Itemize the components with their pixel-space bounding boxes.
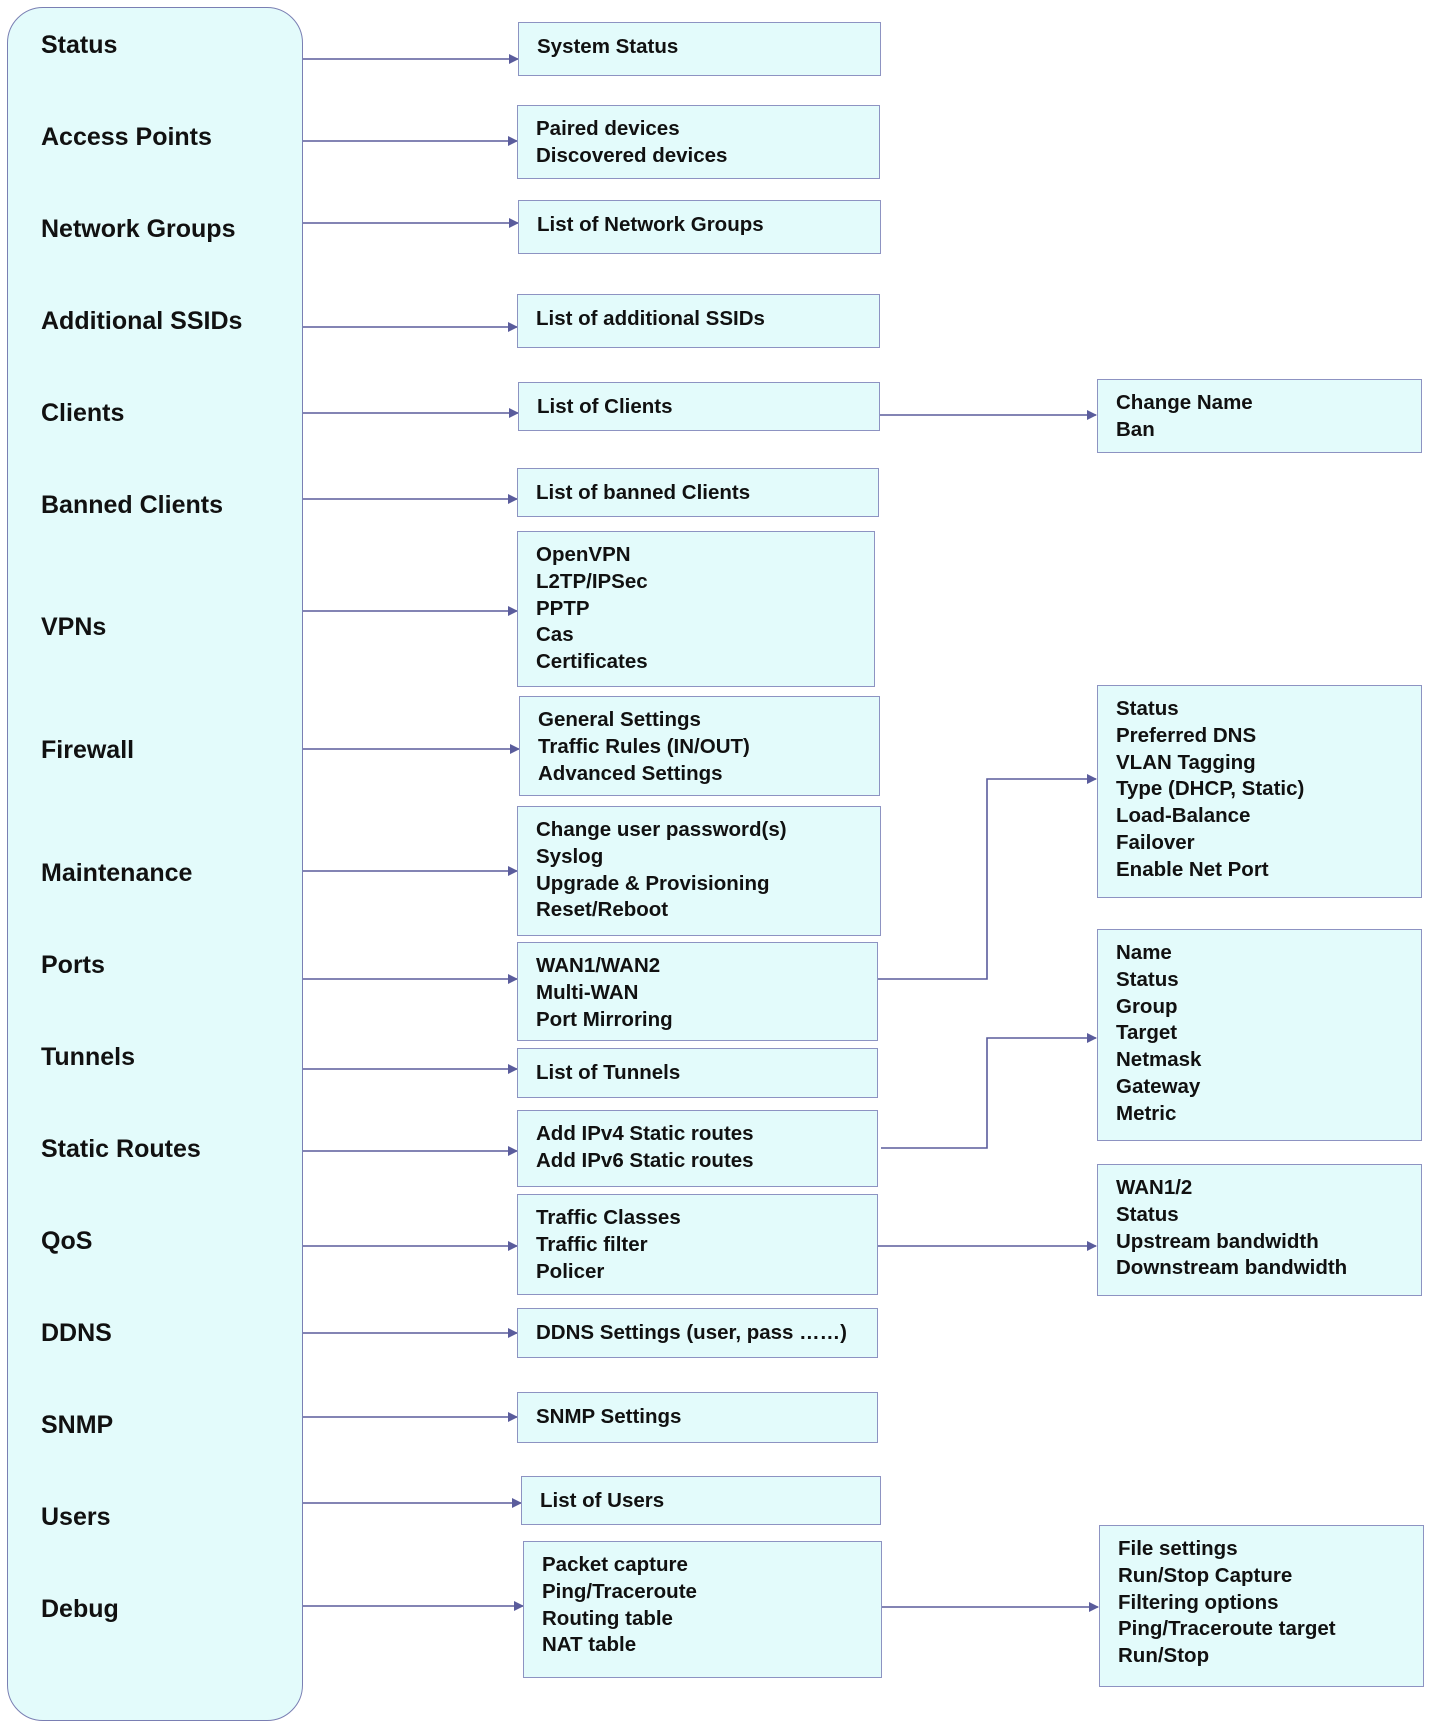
detail-box-debug-options <box>1099 1525 1424 1687</box>
menu-box-users <box>521 1476 881 1525</box>
sidebar-item-firewall: Firewall <box>41 736 135 764</box>
detail-box-wan-settings-line: Status <box>1116 697 1179 720</box>
menu-box-vpns <box>517 531 875 687</box>
menu-box-static-routes <box>517 1110 878 1187</box>
menu-box-debug-line: Ping/Traceroute <box>542 1579 697 1603</box>
detail-box-wan-settings-line: Type (DHCP, Static) <box>1116 777 1305 801</box>
menu-box-ddns-line: DDNS Settings (user, pass ……) <box>536 1321 847 1344</box>
menu-box-qos-line: Traffic Classes <box>536 1206 681 1229</box>
menu-box-static-routes-line: Add IPv4 Static routes <box>536 1122 754 1145</box>
detail-box-static-route-fields <box>1097 929 1422 1141</box>
detail-box-static-route-fields-line: Netmask <box>1116 1048 1202 1072</box>
menu-box-ports-line: Multi-WAN <box>536 980 639 1004</box>
menu-box-debug-line: NAT table <box>542 1633 637 1657</box>
detail-box-qos-bandwidth-line: Upstream bandwidth <box>1116 1229 1319 1253</box>
menu-box-firewall-line: Advanced Settings <box>538 761 723 785</box>
detail-box-clients-actions-line: Ban <box>1116 417 1155 441</box>
sidebar-item-debug: Debug <box>41 1595 119 1623</box>
detail-box-clients-actions-line: Change Name <box>1116 391 1253 414</box>
sidebar-item-banned-clients: Banned Clients <box>41 491 223 519</box>
sidebar-item-snmp: SNMP <box>41 1411 114 1439</box>
menu-box-qos-line: Policer <box>536 1259 605 1283</box>
detail-box-debug-options-line: Filtering options <box>1118 1590 1279 1614</box>
menu-box-firewall-line: Traffic Rules (IN/OUT) <box>538 734 750 758</box>
menu-box-clients <box>518 382 880 431</box>
menu-box-maintenance <box>517 806 881 936</box>
detail-box-wan-settings-line: VLAN Tagging <box>1116 750 1256 774</box>
menu-box-ports-line: Port Mirroring <box>536 1007 673 1031</box>
detail-box-debug-options-line: Run/Stop <box>1118 1644 1210 1668</box>
detail-box-debug-options-line: Ping/Traceroute target <box>1118 1617 1336 1641</box>
sidebar-item-status: Status <box>41 31 118 59</box>
sidebar-item-maintenance: Maintenance <box>41 859 193 887</box>
detail-box-static-route-fields-line: Group <box>1116 994 1178 1018</box>
menu-box-tunnels <box>517 1048 878 1098</box>
menu-box-access-points <box>517 105 880 179</box>
arrow-ports-details <box>878 779 1096 979</box>
detail-box-wan-settings-line: Load-Balance <box>1116 804 1251 828</box>
detail-box-static-route-fields-line: Target <box>1116 1021 1178 1045</box>
detail-box-clients-actions <box>1097 379 1422 453</box>
detail-box-debug-options-line: Run/Stop Capture <box>1118 1563 1293 1587</box>
menu-box-snmp-line: SNMP Settings <box>536 1405 682 1428</box>
detail-box-qos-bandwidth <box>1097 1164 1422 1296</box>
menu-box-static-routes-line: Add IPv6 Static routes <box>536 1148 754 1172</box>
menu-box-status <box>518 22 881 76</box>
detail-box-qos-bandwidth-line: WAN1/2 <box>1116 1176 1193 1199</box>
menu-box-additional-ssids <box>517 294 880 348</box>
detail-box-static-route-fields-line: Gateway <box>1116 1074 1201 1098</box>
menu-box-maintenance-line: Change user password(s) <box>536 818 787 841</box>
menu-box-status-line: System Status <box>537 35 679 58</box>
menu-box-additional-ssids-line: List of additional SSIDs <box>536 307 765 330</box>
menu-box-ddns <box>517 1308 878 1358</box>
detail-box-qos-bandwidth-line: Downstream bandwidth <box>1116 1256 1348 1280</box>
detail-box-static-route-fields-line: Name <box>1116 941 1172 964</box>
detail-box-wan-settings-line: Preferred DNS <box>1116 723 1257 747</box>
menu-box-debug-line: Packet capture <box>542 1553 688 1576</box>
menu-box-access-points-line: Paired devices <box>536 117 680 140</box>
menu-box-qos <box>517 1194 878 1295</box>
arrow-static-routes-details <box>881 1038 1096 1148</box>
menu-box-network-groups-line: List of Network Groups <box>537 213 764 236</box>
menu-box-firewall <box>519 696 880 796</box>
sidebar-item-additional-ssids: Additional SSIDs <box>41 307 243 335</box>
menu-box-snmp <box>517 1392 878 1443</box>
sidebar-item-ddns: DDNS <box>41 1319 112 1347</box>
menu-box-debug-line: Routing table <box>542 1606 673 1630</box>
menu-box-ports-line: WAN1/WAN2 <box>536 954 661 977</box>
sidebar-item-clients: Clients <box>41 399 125 427</box>
sidebar-item-static-routes: Static Routes <box>41 1135 201 1163</box>
detail-box-wan-settings-line: Failover <box>1116 830 1195 854</box>
menu-box-vpns-line: OpenVPN <box>536 543 631 566</box>
menu-box-banned-clients <box>517 468 879 517</box>
detail-box-static-route-fields-line: Status <box>1116 967 1179 991</box>
menu-box-network-groups <box>518 200 881 254</box>
detail-box-wan-settings <box>1097 685 1422 898</box>
menu-box-ports <box>517 942 878 1041</box>
sidebar-item-tunnels: Tunnels <box>41 1043 135 1071</box>
detail-box-wan-settings-line: Enable Net Port <box>1116 857 1269 881</box>
menu-box-users-line: List of Users <box>540 1489 665 1512</box>
detail-box-qos-bandwidth-line: Status <box>1116 1202 1179 1226</box>
sidebar-item-vpns: VPNs <box>41 613 107 641</box>
menu-box-vpns-line: L2TP/IPSec <box>536 569 648 593</box>
sidebar-item-access-points: Access Points <box>41 123 212 151</box>
menu-box-vpns-line: Cas <box>536 623 574 647</box>
menu-box-tunnels-line: List of Tunnels <box>536 1061 681 1084</box>
menu-box-vpns-line: Certificates <box>536 650 648 674</box>
menu-box-maintenance-line: Reset/Reboot <box>536 898 669 922</box>
menu-box-firewall-line: General Settings <box>538 708 701 731</box>
menu-box-access-points-line: Discovered devices <box>536 143 728 167</box>
detail-box-static-route-fields-line: Metric <box>1116 1101 1177 1125</box>
menu-box-banned-clients-line: List of banned Clients <box>536 481 751 504</box>
sidebar-item-network-groups: Network Groups <box>41 215 236 243</box>
sidebar-item-ports: Ports <box>41 951 105 979</box>
menu-box-qos-line: Traffic filter <box>536 1232 648 1256</box>
sidebar-item-qos: QoS <box>41 1227 93 1255</box>
detail-box-debug-options-line: File settings <box>1118 1537 1238 1560</box>
menu-box-maintenance-line: Syslog <box>536 844 604 868</box>
menu-box-vpns-line: PPTP <box>536 596 590 620</box>
menu-box-clients-line: List of Clients <box>537 395 673 418</box>
sidebar-item-users: Users <box>41 1503 111 1531</box>
menu-box-maintenance-line: Upgrade & Provisioning <box>536 871 770 895</box>
menu-box-debug <box>523 1541 882 1678</box>
